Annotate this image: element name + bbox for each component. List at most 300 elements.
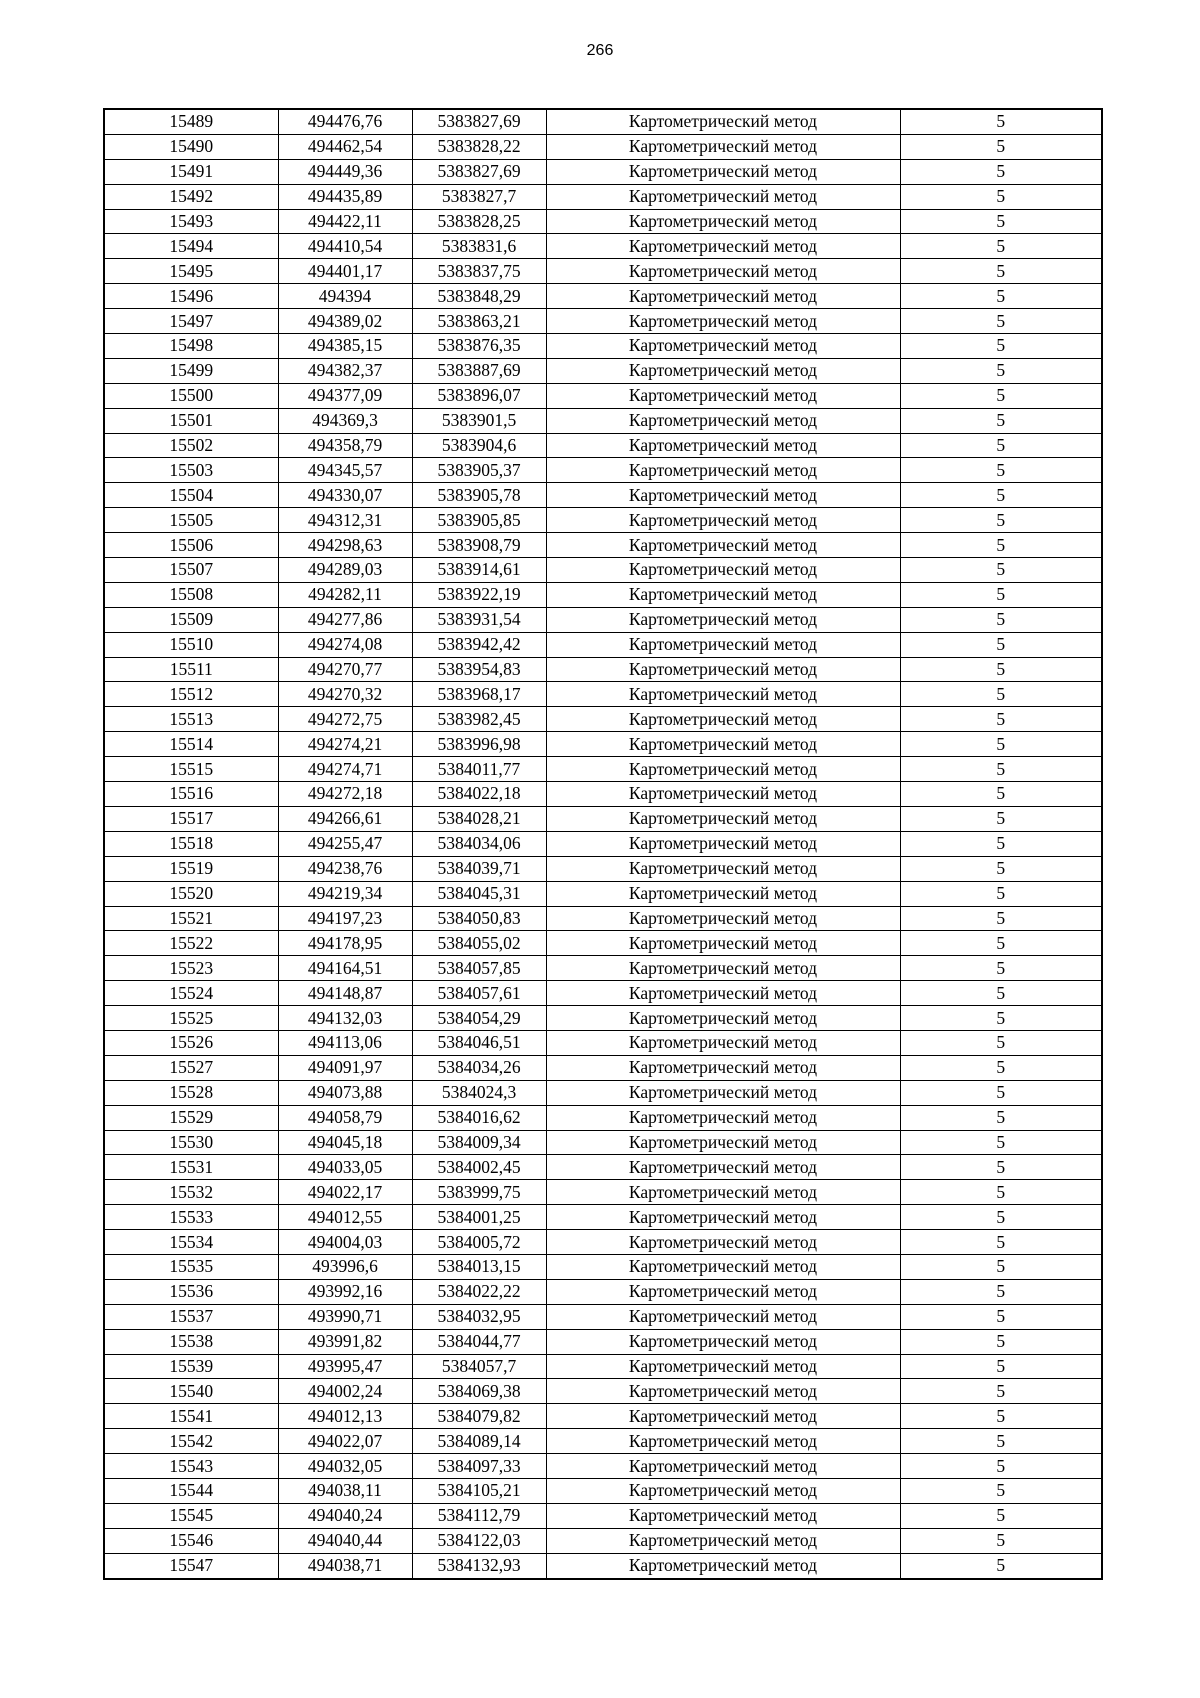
point-number-cell: 15534 bbox=[104, 1230, 278, 1255]
x-coordinate-cell: 494270,77 bbox=[278, 657, 412, 682]
point-number-cell: 15543 bbox=[104, 1454, 278, 1479]
y-coordinate-cell: 5383942,42 bbox=[412, 632, 546, 657]
table-row bbox=[104, 1454, 1102, 1479]
method-cell: Картометрический метод bbox=[546, 582, 900, 607]
x-coordinate-cell: 494270,32 bbox=[278, 682, 412, 707]
accuracy-cell: 5 bbox=[900, 1404, 1102, 1429]
y-coordinate-cell: 5384011,77 bbox=[412, 757, 546, 782]
method-cell: Картометрический метод bbox=[546, 209, 900, 234]
accuracy-cell: 5 bbox=[900, 981, 1102, 1006]
y-coordinate-cell: 5383905,37 bbox=[412, 458, 546, 483]
table-row bbox=[104, 582, 1102, 607]
x-coordinate-cell: 494022,07 bbox=[278, 1429, 412, 1454]
table-row bbox=[104, 1105, 1102, 1130]
x-coordinate-cell: 494040,24 bbox=[278, 1503, 412, 1528]
y-coordinate-cell: 5384112,79 bbox=[412, 1503, 546, 1528]
accuracy-cell: 5 bbox=[900, 1429, 1102, 1454]
y-coordinate-cell: 5384022,18 bbox=[412, 782, 546, 807]
point-number-cell: 15512 bbox=[104, 682, 278, 707]
method-cell: Картометрический метод bbox=[546, 757, 900, 782]
x-coordinate-cell: 494255,47 bbox=[278, 831, 412, 856]
method-cell: Картометрический метод bbox=[546, 483, 900, 508]
accuracy-cell: 5 bbox=[900, 956, 1102, 981]
point-number-cell: 15518 bbox=[104, 831, 278, 856]
x-coordinate-cell: 494298,63 bbox=[278, 533, 412, 558]
accuracy-cell: 5 bbox=[900, 334, 1102, 359]
table-row bbox=[104, 558, 1102, 583]
y-coordinate-cell: 5384016,62 bbox=[412, 1105, 546, 1130]
method-cell: Картометрический метод bbox=[546, 433, 900, 458]
table-row bbox=[104, 981, 1102, 1006]
point-number-cell: 15517 bbox=[104, 806, 278, 831]
x-coordinate-cell: 494033,05 bbox=[278, 1155, 412, 1180]
y-coordinate-cell: 5384057,7 bbox=[412, 1354, 546, 1379]
point-number-cell: 15492 bbox=[104, 184, 278, 209]
method-cell: Картометрический метод bbox=[546, 1478, 900, 1503]
x-coordinate-cell: 494282,11 bbox=[278, 582, 412, 607]
method-cell: Картометрический метод bbox=[546, 1006, 900, 1031]
table-row bbox=[104, 109, 1102, 134]
accuracy-cell: 5 bbox=[900, 881, 1102, 906]
y-coordinate-cell: 5384045,31 bbox=[412, 881, 546, 906]
table-row bbox=[104, 1553, 1102, 1578]
x-coordinate-cell: 494272,18 bbox=[278, 782, 412, 807]
x-coordinate-cell: 494358,79 bbox=[278, 433, 412, 458]
method-cell: Картометрический метод bbox=[546, 1454, 900, 1479]
y-coordinate-cell: 5383848,29 bbox=[412, 284, 546, 309]
x-coordinate-cell: 494422,11 bbox=[278, 209, 412, 234]
x-coordinate-cell: 494345,57 bbox=[278, 458, 412, 483]
method-cell: Картометрический метод bbox=[546, 284, 900, 309]
point-number-cell: 15532 bbox=[104, 1180, 278, 1205]
point-number-cell: 15544 bbox=[104, 1478, 278, 1503]
method-cell: Картометрический метод bbox=[546, 109, 900, 134]
accuracy-cell: 5 bbox=[900, 1205, 1102, 1230]
point-number-cell: 15499 bbox=[104, 358, 278, 383]
point-number-cell: 15537 bbox=[104, 1304, 278, 1329]
table-row bbox=[104, 1030, 1102, 1055]
table-row bbox=[104, 707, 1102, 732]
y-coordinate-cell: 5383837,75 bbox=[412, 259, 546, 284]
y-coordinate-cell: 5383876,35 bbox=[412, 334, 546, 359]
table-row bbox=[104, 732, 1102, 757]
y-coordinate-cell: 5383863,21 bbox=[412, 309, 546, 334]
accuracy-cell: 5 bbox=[900, 533, 1102, 558]
table-row bbox=[104, 881, 1102, 906]
accuracy-cell: 5 bbox=[900, 582, 1102, 607]
accuracy-cell: 5 bbox=[900, 1080, 1102, 1105]
point-number-cell: 15520 bbox=[104, 881, 278, 906]
table-row bbox=[104, 1304, 1102, 1329]
table-row bbox=[104, 284, 1102, 309]
method-cell: Картометрический метод bbox=[546, 831, 900, 856]
y-coordinate-cell: 5384009,34 bbox=[412, 1130, 546, 1155]
accuracy-cell: 5 bbox=[900, 1055, 1102, 1080]
method-cell: Картометрический метод bbox=[546, 1230, 900, 1255]
method-cell: Картометрический метод bbox=[546, 732, 900, 757]
accuracy-cell: 5 bbox=[900, 1503, 1102, 1528]
point-number-cell: 15525 bbox=[104, 1006, 278, 1031]
table-row bbox=[104, 757, 1102, 782]
point-number-cell: 15547 bbox=[104, 1553, 278, 1578]
y-coordinate-cell: 5383828,25 bbox=[412, 209, 546, 234]
y-coordinate-cell: 5383914,61 bbox=[412, 558, 546, 583]
x-coordinate-cell: 493992,16 bbox=[278, 1279, 412, 1304]
point-number-cell: 15514 bbox=[104, 732, 278, 757]
x-coordinate-cell: 494012,55 bbox=[278, 1205, 412, 1230]
table-row bbox=[104, 1006, 1102, 1031]
x-coordinate-cell: 494038,71 bbox=[278, 1553, 412, 1578]
accuracy-cell: 5 bbox=[900, 433, 1102, 458]
accuracy-cell: 5 bbox=[900, 657, 1102, 682]
method-cell: Картометрический метод bbox=[546, 1354, 900, 1379]
table-row bbox=[104, 1180, 1102, 1205]
method-cell: Картометрический метод bbox=[546, 1080, 900, 1105]
accuracy-cell: 5 bbox=[900, 1030, 1102, 1055]
x-coordinate-cell: 494004,03 bbox=[278, 1230, 412, 1255]
table-row bbox=[104, 1254, 1102, 1279]
point-number-cell: 15536 bbox=[104, 1279, 278, 1304]
table-row bbox=[104, 856, 1102, 881]
point-number-cell: 15526 bbox=[104, 1030, 278, 1055]
y-coordinate-cell: 5384069,38 bbox=[412, 1379, 546, 1404]
method-cell: Картометрический метод bbox=[546, 159, 900, 184]
y-coordinate-cell: 5384028,21 bbox=[412, 806, 546, 831]
accuracy-cell: 5 bbox=[900, 1329, 1102, 1354]
method-cell: Картометрический метод bbox=[546, 881, 900, 906]
y-coordinate-cell: 5383887,69 bbox=[412, 358, 546, 383]
y-coordinate-cell: 5383931,54 bbox=[412, 607, 546, 632]
x-coordinate-cell: 494032,05 bbox=[278, 1454, 412, 1479]
method-cell: Картометрический метод bbox=[546, 1553, 900, 1578]
y-coordinate-cell: 5384132,93 bbox=[412, 1553, 546, 1578]
table-row bbox=[104, 234, 1102, 259]
y-coordinate-cell: 5383827,69 bbox=[412, 159, 546, 184]
accuracy-cell: 5 bbox=[900, 284, 1102, 309]
x-coordinate-cell: 494449,36 bbox=[278, 159, 412, 184]
y-coordinate-cell: 5383905,85 bbox=[412, 508, 546, 533]
method-cell: Картометрический метод bbox=[546, 1130, 900, 1155]
table-row bbox=[104, 159, 1102, 184]
table-row bbox=[104, 1478, 1102, 1503]
accuracy-cell: 5 bbox=[900, 483, 1102, 508]
method-cell: Картометрический метод bbox=[546, 408, 900, 433]
accuracy-cell: 5 bbox=[900, 383, 1102, 408]
y-coordinate-cell: 5383905,78 bbox=[412, 483, 546, 508]
point-number-cell: 15528 bbox=[104, 1080, 278, 1105]
x-coordinate-cell: 494038,11 bbox=[278, 1478, 412, 1503]
x-coordinate-cell: 494435,89 bbox=[278, 184, 412, 209]
method-cell: Картометрический метод bbox=[546, 309, 900, 334]
method-cell: Картометрический метод bbox=[546, 607, 900, 632]
table-row bbox=[104, 508, 1102, 533]
x-coordinate-cell: 494148,87 bbox=[278, 981, 412, 1006]
method-cell: Картометрический метод bbox=[546, 1055, 900, 1080]
y-coordinate-cell: 5384105,21 bbox=[412, 1478, 546, 1503]
table-row bbox=[104, 458, 1102, 483]
method-cell: Картометрический метод bbox=[546, 508, 900, 533]
x-coordinate-cell: 494377,09 bbox=[278, 383, 412, 408]
table-row bbox=[104, 1230, 1102, 1255]
accuracy-cell: 5 bbox=[900, 831, 1102, 856]
y-coordinate-cell: 5384079,82 bbox=[412, 1404, 546, 1429]
x-coordinate-cell: 494274,71 bbox=[278, 757, 412, 782]
x-coordinate-cell: 494462,54 bbox=[278, 134, 412, 159]
point-number-cell: 15500 bbox=[104, 383, 278, 408]
method-cell: Картометрический метод bbox=[546, 134, 900, 159]
table-row bbox=[104, 906, 1102, 931]
y-coordinate-cell: 5383922,19 bbox=[412, 582, 546, 607]
method-cell: Картометрический метод bbox=[546, 1279, 900, 1304]
accuracy-cell: 5 bbox=[900, 707, 1102, 732]
method-cell: Картометрический метод bbox=[546, 358, 900, 383]
x-coordinate-cell: 494410,54 bbox=[278, 234, 412, 259]
x-coordinate-cell: 494401,17 bbox=[278, 259, 412, 284]
x-coordinate-cell: 494197,23 bbox=[278, 906, 412, 931]
x-coordinate-cell: 494022,17 bbox=[278, 1180, 412, 1205]
table-row bbox=[104, 1404, 1102, 1429]
table-row bbox=[104, 1379, 1102, 1404]
x-coordinate-cell: 493990,71 bbox=[278, 1304, 412, 1329]
method-cell: Картометрический метод bbox=[546, 981, 900, 1006]
point-number-cell: 15535 bbox=[104, 1254, 278, 1279]
point-number-cell: 15515 bbox=[104, 757, 278, 782]
y-coordinate-cell: 5384097,33 bbox=[412, 1454, 546, 1479]
point-number-cell: 15490 bbox=[104, 134, 278, 159]
y-coordinate-cell: 5383996,98 bbox=[412, 732, 546, 757]
table-row bbox=[104, 134, 1102, 159]
accuracy-cell: 5 bbox=[900, 1105, 1102, 1130]
method-cell: Картометрический метод bbox=[546, 234, 900, 259]
x-coordinate-cell: 494394 bbox=[278, 284, 412, 309]
method-cell: Картометрический метод bbox=[546, 906, 900, 931]
x-coordinate-cell: 494330,07 bbox=[278, 483, 412, 508]
y-coordinate-cell: 5383982,45 bbox=[412, 707, 546, 732]
accuracy-cell: 5 bbox=[900, 508, 1102, 533]
x-coordinate-cell: 494113,06 bbox=[278, 1030, 412, 1055]
point-number-cell: 15546 bbox=[104, 1528, 278, 1553]
method-cell: Картометрический метод bbox=[546, 1379, 900, 1404]
point-number-cell: 15521 bbox=[104, 906, 278, 931]
table-row bbox=[104, 806, 1102, 831]
method-cell: Картометрический метод bbox=[546, 931, 900, 956]
table-row bbox=[104, 956, 1102, 981]
point-number-cell: 15516 bbox=[104, 782, 278, 807]
point-number-cell: 15539 bbox=[104, 1354, 278, 1379]
table-row bbox=[104, 1130, 1102, 1155]
x-coordinate-cell: 494385,15 bbox=[278, 334, 412, 359]
accuracy-cell: 5 bbox=[900, 906, 1102, 931]
point-number-cell: 15519 bbox=[104, 856, 278, 881]
point-number-cell: 15541 bbox=[104, 1404, 278, 1429]
coordinates-table-body bbox=[104, 109, 1102, 1579]
x-coordinate-cell: 493995,47 bbox=[278, 1354, 412, 1379]
y-coordinate-cell: 5383904,6 bbox=[412, 433, 546, 458]
method-cell: Картометрический метод bbox=[546, 856, 900, 881]
y-coordinate-cell: 5383896,07 bbox=[412, 383, 546, 408]
table-row bbox=[104, 931, 1102, 956]
y-coordinate-cell: 5384039,71 bbox=[412, 856, 546, 881]
accuracy-cell: 5 bbox=[900, 109, 1102, 134]
method-cell: Картометрический метод bbox=[546, 782, 900, 807]
method-cell: Картометрический метод bbox=[546, 458, 900, 483]
y-coordinate-cell: 5383968,17 bbox=[412, 682, 546, 707]
accuracy-cell: 5 bbox=[900, 856, 1102, 881]
x-coordinate-cell: 494040,44 bbox=[278, 1528, 412, 1553]
table-row bbox=[104, 632, 1102, 657]
x-coordinate-cell: 494132,03 bbox=[278, 1006, 412, 1031]
point-number-cell: 15496 bbox=[104, 284, 278, 309]
accuracy-cell: 5 bbox=[900, 682, 1102, 707]
accuracy-cell: 5 bbox=[900, 259, 1102, 284]
y-coordinate-cell: 5384122,03 bbox=[412, 1528, 546, 1553]
table-row bbox=[104, 682, 1102, 707]
method-cell: Картометрический метод bbox=[546, 956, 900, 981]
x-coordinate-cell: 494045,18 bbox=[278, 1130, 412, 1155]
y-coordinate-cell: 5384032,95 bbox=[412, 1304, 546, 1329]
method-cell: Картометрический метод bbox=[546, 1030, 900, 1055]
table-row bbox=[104, 1329, 1102, 1354]
accuracy-cell: 5 bbox=[900, 1379, 1102, 1404]
point-number-cell: 15491 bbox=[104, 159, 278, 184]
table-row bbox=[104, 1503, 1102, 1528]
y-coordinate-cell: 5384046,51 bbox=[412, 1030, 546, 1055]
x-coordinate-cell: 494369,3 bbox=[278, 408, 412, 433]
y-coordinate-cell: 5384089,14 bbox=[412, 1429, 546, 1454]
x-coordinate-cell: 494266,61 bbox=[278, 806, 412, 831]
point-number-cell: 15531 bbox=[104, 1155, 278, 1180]
y-coordinate-cell: 5384054,29 bbox=[412, 1006, 546, 1031]
x-coordinate-cell: 494289,03 bbox=[278, 558, 412, 583]
y-coordinate-cell: 5383954,83 bbox=[412, 657, 546, 682]
point-number-cell: 15511 bbox=[104, 657, 278, 682]
method-cell: Картометрический метод bbox=[546, 1503, 900, 1528]
method-cell: Картометрический метод bbox=[546, 1329, 900, 1354]
point-number-cell: 15497 bbox=[104, 309, 278, 334]
y-coordinate-cell: 5384001,25 bbox=[412, 1205, 546, 1230]
page-number: 266 bbox=[586, 42, 614, 59]
table-row bbox=[104, 1055, 1102, 1080]
point-number-cell: 15508 bbox=[104, 582, 278, 607]
table-row bbox=[104, 1528, 1102, 1553]
point-number-cell: 15503 bbox=[104, 458, 278, 483]
point-number-cell: 15529 bbox=[104, 1105, 278, 1130]
method-cell: Картометрический метод bbox=[546, 657, 900, 682]
accuracy-cell: 5 bbox=[900, 1478, 1102, 1503]
y-coordinate-cell: 5384013,15 bbox=[412, 1254, 546, 1279]
accuracy-cell: 5 bbox=[900, 209, 1102, 234]
accuracy-cell: 5 bbox=[900, 1454, 1102, 1479]
point-number-cell: 15540 bbox=[104, 1379, 278, 1404]
accuracy-cell: 5 bbox=[900, 806, 1102, 831]
table-row bbox=[104, 309, 1102, 334]
y-coordinate-cell: 5383827,7 bbox=[412, 184, 546, 209]
point-number-cell: 15507 bbox=[104, 558, 278, 583]
point-number-cell: 15509 bbox=[104, 607, 278, 632]
accuracy-cell: 5 bbox=[900, 1006, 1102, 1031]
method-cell: Картометрический метод bbox=[546, 334, 900, 359]
point-number-cell: 15510 bbox=[104, 632, 278, 657]
accuracy-cell: 5 bbox=[900, 234, 1102, 259]
y-coordinate-cell: 5384034,26 bbox=[412, 1055, 546, 1080]
table-row bbox=[104, 358, 1102, 383]
method-cell: Картометрический метод bbox=[546, 1528, 900, 1553]
table-row bbox=[104, 1080, 1102, 1105]
x-coordinate-cell: 494164,51 bbox=[278, 956, 412, 981]
table-row bbox=[104, 483, 1102, 508]
x-coordinate-cell: 494382,37 bbox=[278, 358, 412, 383]
accuracy-cell: 5 bbox=[900, 632, 1102, 657]
table-row bbox=[104, 259, 1102, 284]
accuracy-cell: 5 bbox=[900, 1279, 1102, 1304]
method-cell: Картометрический метод bbox=[546, 1155, 900, 1180]
x-coordinate-cell: 494274,21 bbox=[278, 732, 412, 757]
x-coordinate-cell: 494274,08 bbox=[278, 632, 412, 657]
point-number-cell: 15502 bbox=[104, 433, 278, 458]
x-coordinate-cell: 493991,82 bbox=[278, 1329, 412, 1354]
table-row bbox=[104, 657, 1102, 682]
point-number-cell: 15523 bbox=[104, 956, 278, 981]
method-cell: Картометрический метод bbox=[546, 1205, 900, 1230]
method-cell: Картометрический метод bbox=[546, 184, 900, 209]
point-number-cell: 15522 bbox=[104, 931, 278, 956]
accuracy-cell: 5 bbox=[900, 358, 1102, 383]
accuracy-cell: 5 bbox=[900, 159, 1102, 184]
accuracy-cell: 5 bbox=[900, 782, 1102, 807]
point-number-cell: 15513 bbox=[104, 707, 278, 732]
point-number-cell: 15494 bbox=[104, 234, 278, 259]
point-number-cell: 15501 bbox=[104, 408, 278, 433]
point-number-cell: 15504 bbox=[104, 483, 278, 508]
y-coordinate-cell: 5384005,72 bbox=[412, 1230, 546, 1255]
y-coordinate-cell: 5384050,83 bbox=[412, 906, 546, 931]
table-row bbox=[104, 433, 1102, 458]
x-coordinate-cell: 493996,6 bbox=[278, 1254, 412, 1279]
point-number-cell: 15524 bbox=[104, 981, 278, 1006]
method-cell: Картометрический метод bbox=[546, 259, 900, 284]
accuracy-cell: 5 bbox=[900, 1230, 1102, 1255]
point-number-cell: 15498 bbox=[104, 334, 278, 359]
point-number-cell: 15527 bbox=[104, 1055, 278, 1080]
point-number-cell: 15538 bbox=[104, 1329, 278, 1354]
x-coordinate-cell: 494238,76 bbox=[278, 856, 412, 881]
method-cell: Картометрический метод bbox=[546, 1404, 900, 1429]
y-coordinate-cell: 5384024,3 bbox=[412, 1080, 546, 1105]
accuracy-cell: 5 bbox=[900, 1528, 1102, 1553]
table-row bbox=[104, 1354, 1102, 1379]
x-coordinate-cell: 494476,76 bbox=[278, 109, 412, 134]
point-number-cell: 15493 bbox=[104, 209, 278, 234]
x-coordinate-cell: 494058,79 bbox=[278, 1105, 412, 1130]
x-coordinate-cell: 494272,75 bbox=[278, 707, 412, 732]
table-row bbox=[104, 782, 1102, 807]
method-cell: Картометрический метод bbox=[546, 806, 900, 831]
table-row bbox=[104, 209, 1102, 234]
coordinates-table bbox=[103, 108, 1103, 1580]
method-cell: Картометрический метод bbox=[546, 632, 900, 657]
table-row bbox=[104, 334, 1102, 359]
method-cell: Картометрический метод bbox=[546, 707, 900, 732]
accuracy-cell: 5 bbox=[900, 1254, 1102, 1279]
accuracy-cell: 5 bbox=[900, 732, 1102, 757]
accuracy-cell: 5 bbox=[900, 184, 1102, 209]
table-row bbox=[104, 1205, 1102, 1230]
y-coordinate-cell: 5384022,22 bbox=[412, 1279, 546, 1304]
accuracy-cell: 5 bbox=[900, 408, 1102, 433]
point-number-cell: 15530 bbox=[104, 1130, 278, 1155]
x-coordinate-cell: 494002,24 bbox=[278, 1379, 412, 1404]
y-coordinate-cell: 5383908,79 bbox=[412, 533, 546, 558]
